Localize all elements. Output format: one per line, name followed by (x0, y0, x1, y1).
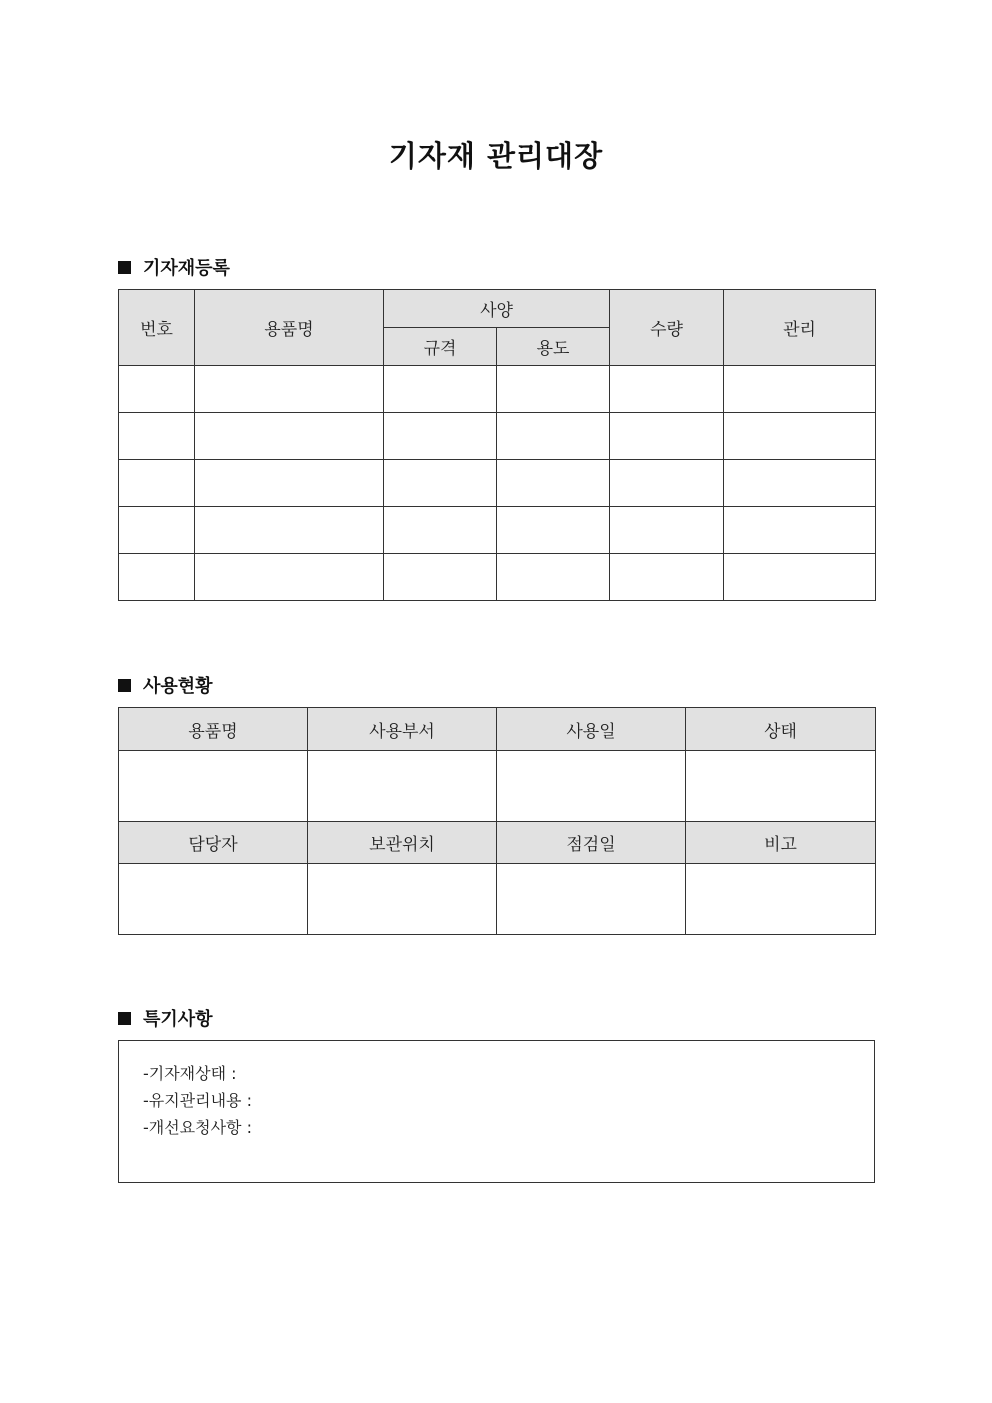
table-cell[interactable] (195, 366, 384, 413)
section-heading-notes (118, 1005, 213, 1031)
black-square-icon (118, 679, 131, 692)
table-cell[interactable] (610, 366, 724, 413)
table-cell[interactable] (195, 413, 384, 460)
black-square-icon (118, 1012, 131, 1025)
header-standard: 규격 (384, 328, 497, 366)
section-heading-label: 기자재등록 (143, 258, 230, 279)
table-cell[interactable] (497, 507, 610, 554)
table-cell[interactable] (384, 366, 497, 413)
header-usage-status: 상태 (686, 708, 876, 751)
note-equipment-status: -기자재상태 : (143, 1064, 237, 1083)
table-cell[interactable] (497, 864, 686, 935)
table-row (119, 554, 876, 601)
table-cell[interactable] (384, 413, 497, 460)
table-cell[interactable] (119, 554, 195, 601)
header-usage-storage-location: 보관위치 (308, 822, 497, 864)
header-quantity: 수량 (610, 290, 724, 366)
black-square-icon (118, 261, 131, 274)
table-cell[interactable] (686, 751, 876, 822)
table-cell[interactable] (384, 554, 497, 601)
table-row (119, 507, 876, 554)
table-row (119, 366, 876, 413)
table-cell[interactable] (724, 507, 876, 554)
note-maintenance: -유지관리내용 : (143, 1091, 252, 1110)
table-cell[interactable] (724, 413, 876, 460)
section-heading-label: 특기사항 (143, 1009, 213, 1030)
table-cell[interactable] (497, 413, 610, 460)
table-cell[interactable] (119, 413, 195, 460)
table-cell[interactable] (724, 554, 876, 601)
table-cell[interactable] (724, 460, 876, 507)
notes-box[interactable] (118, 1040, 875, 1183)
registration-table (118, 289, 876, 601)
table-cell[interactable] (497, 460, 610, 507)
table-cell[interactable] (195, 460, 384, 507)
header-management: 관리 (724, 290, 876, 366)
table-cell[interactable] (497, 366, 610, 413)
table-cell[interactable] (119, 864, 308, 935)
table-row (119, 460, 876, 507)
table-row (119, 751, 876, 822)
usage-table (118, 707, 876, 935)
table-cell[interactable] (610, 460, 724, 507)
table-cell[interactable] (497, 751, 686, 822)
table-cell[interactable] (195, 507, 384, 554)
header-usage-inspection-date: 점검일 (497, 822, 686, 864)
header-number: 번호 (119, 290, 195, 366)
note-improvement-request: -개선요청사항 : (143, 1118, 252, 1137)
header-usage-department: 사용부서 (308, 708, 497, 751)
table-cell[interactable] (686, 864, 876, 935)
header-purpose: 용도 (497, 328, 610, 366)
table-cell[interactable] (308, 751, 497, 822)
table-cell[interactable] (610, 554, 724, 601)
section-heading-label: 사용현황 (143, 676, 213, 697)
table-row (119, 864, 876, 935)
table-cell[interactable] (497, 554, 610, 601)
table-row (119, 413, 876, 460)
table-cell[interactable] (724, 366, 876, 413)
header-spec: 사양 (384, 290, 610, 328)
header-usage-remarks: 비고 (686, 822, 876, 864)
table-cell[interactable] (119, 751, 308, 822)
table-cell[interactable] (384, 460, 497, 507)
table-cell[interactable] (119, 507, 195, 554)
section-heading-registration (118, 254, 230, 280)
table-cell[interactable] (119, 460, 195, 507)
header-item-name: 용품명 (195, 290, 384, 366)
table-cell[interactable] (195, 554, 384, 601)
table-cell[interactable] (119, 366, 195, 413)
header-usage-date: 사용일 (497, 708, 686, 751)
table-cell[interactable] (384, 507, 497, 554)
header-usage-manager: 담당자 (119, 822, 308, 864)
table-cell[interactable] (308, 864, 497, 935)
table-cell[interactable] (610, 507, 724, 554)
page-title: 기자재 관리대장 (388, 139, 604, 173)
section-heading-usage (118, 672, 213, 698)
header-usage-item-name: 용품명 (119, 708, 308, 751)
table-cell[interactable] (610, 413, 724, 460)
